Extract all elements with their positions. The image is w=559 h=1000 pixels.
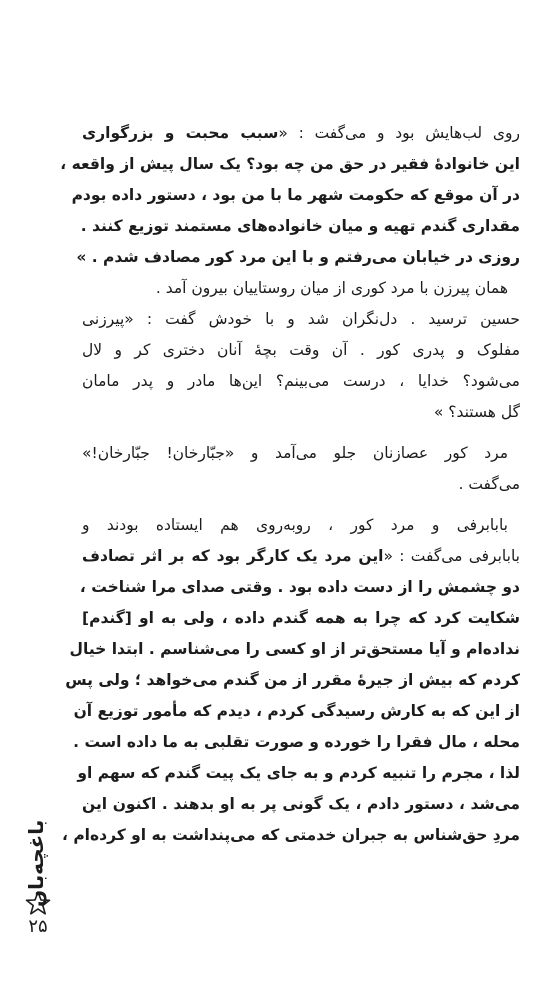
- text: می‌شود؟ خدایا ، درست می‌بینم؟ این‌ها مادر و پدر مامان: [82, 372, 520, 390]
- text-line: [76, 242, 520, 273]
- bold-text: لذا ، مجرم را تنبیه کردم و به جای یک پیت گندم که سهم او: [77, 764, 520, 782]
- bold-text: سبب محبت و بزرگواری: [82, 124, 279, 142]
- text-line: [73, 727, 520, 758]
- text-line: [82, 366, 520, 397]
- text-line: [69, 634, 520, 665]
- text: بابابرفی و مرد کور ، روبه‌روی هم ایستاده بودند و: [82, 516, 508, 534]
- text-line: [82, 603, 520, 634]
- text-line: [60, 149, 520, 180]
- text: گل هستند؟ »: [433, 403, 520, 421]
- page-footer: [18, 820, 58, 937]
- bold-text: شکایت کرد که چرا به همه گندم داده ، ولی به او [گندم]: [82, 609, 520, 627]
- paragraph-gap: [82, 500, 520, 510]
- text-line: [82, 438, 520, 469]
- text-line: [77, 758, 520, 789]
- text-line: [82, 211, 520, 242]
- text-line: [62, 820, 520, 851]
- bold-text: نداده‌ام و آیا مستحق‌تر از او کسی را می‌شناسم . ابتدا خیال: [69, 640, 520, 658]
- bold-text: این خانوادۀ فقیر در حق من چه بود؟ یک سال پیش از واقعه ،: [60, 155, 520, 173]
- bold-text: محله ، مال فقرا را خورده و صورت تقلبی به ما داده است .: [73, 733, 520, 751]
- text-line: [82, 304, 520, 335]
- text-line: [65, 665, 520, 696]
- text-line: [82, 397, 520, 428]
- text: می‌گفت .: [458, 475, 520, 493]
- text-line: [82, 335, 520, 366]
- text-line: [79, 572, 520, 603]
- bold-text: از این که به کارش رسیدگی کردم ، دیدم که مأمور توزیع آن: [73, 702, 520, 720]
- text-line: [82, 541, 520, 572]
- book-title: باغچه‌بان: [24, 820, 48, 908]
- text-line: [82, 789, 520, 820]
- page-number: ۲۵: [28, 916, 48, 937]
- text-line: [82, 510, 520, 541]
- bold-text: می‌شد ، دستور دادم ، یک گونی پر به او بدهند . اکنون این: [82, 795, 520, 813]
- bold-text: مقداری گندم تهیه و میان خانواده‌های مستمند توزیع کنند .: [80, 217, 520, 235]
- text: حسین ترسید . دل‌نگران شد و با خودش گفت : «پیرزنی: [82, 310, 520, 328]
- text: روی لب‌هایش بود و می‌گفت : «: [278, 124, 520, 142]
- text-line: [71, 180, 520, 211]
- bold-text: این مرد یک کارگر بود که بر اثر تصادف: [82, 547, 384, 565]
- text: مرد کور عصازنان جلو می‌آمد و «جبّارخان! جبّارخان!»: [82, 444, 508, 462]
- bold-text: در آن موقع که حکومت شهر ما با من بود ، دستور داده بودم: [71, 186, 520, 204]
- text-line: [73, 696, 520, 727]
- bold-text: روزی در خیابان می‌رفتم و با این مرد کور مصادف شدم . »: [76, 248, 520, 266]
- text-line: [82, 469, 520, 500]
- paragraph-gap: [82, 428, 520, 438]
- text: بابابرفی می‌گفت : «: [383, 547, 520, 565]
- star-outline-icon: [25, 890, 51, 916]
- bold-text: مردِ حق‌شناس به جبران خدمتی که می‌پنداشت به او کرده‌ام ،: [62, 826, 520, 844]
- text: همان پیرزن با مرد کوری از میان روستاییان بیرون آمد .: [155, 279, 508, 297]
- text-line: [82, 118, 520, 149]
- bold-text: کردم که بیش از جیرۀ مقرر از من گندم می‌خواهد ؛ ولی پس: [65, 671, 520, 689]
- text: مفلوک و پدری کور . آن وقت بچۀ آنان دختری کر و لال: [82, 341, 520, 359]
- text-line: [82, 273, 520, 304]
- page-body: [60, 118, 520, 851]
- bold-text: دو چشمش را از دست داده بود . وقتی صدای مرا شناخت ،: [79, 578, 520, 596]
